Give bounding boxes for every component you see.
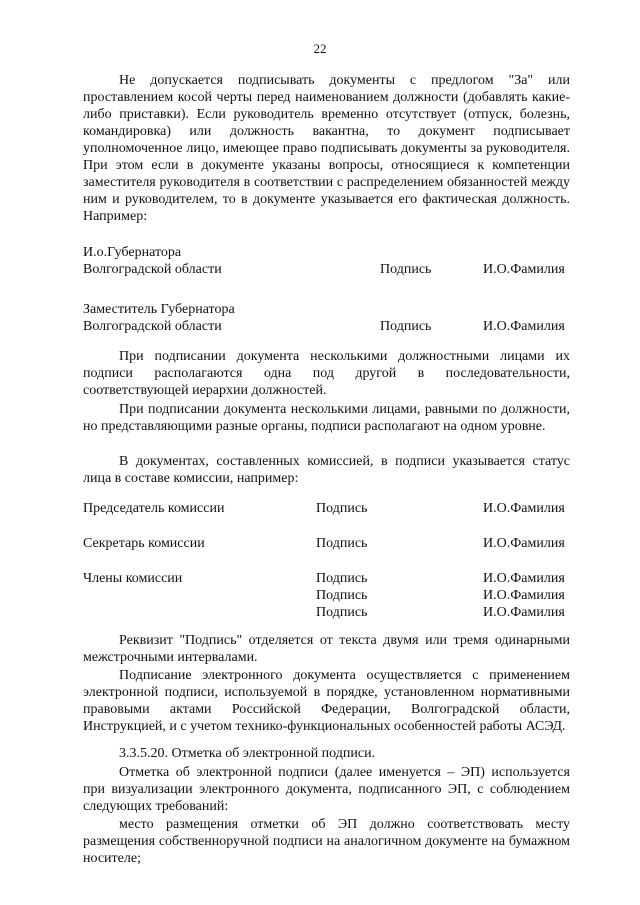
commission-role: Секретарь комиссии [83, 536, 205, 551]
paragraph-commission: В документах, составленных комиссией, в подписи указывается статус лица в составе комиссии, например: [83, 454, 570, 486]
example-2-line1: Заместитель Губернатора [83, 302, 235, 317]
paragraph-equal-level: При подписании документа несколькими лицами, равными по должности, но представляющими разные органы, подписи располагают на одном уровне. [83, 402, 570, 434]
paragraph-electronic-signing: Подписание электронного документа осуществляется с применением электронной подписи, используемой в порядке, установленном нормативными правовыми актами Российской Федерации, Волгоградской области, Инструкцией, и с учетом технико-функциональных особенностей работы АСЭД. [83, 668, 570, 734]
example-1-sign: Подпись [380, 262, 432, 277]
commission-sign: Подпись [316, 605, 368, 620]
commission-row [83, 587, 570, 604]
commission-sign: Подпись [316, 588, 368, 603]
commission-name: И.О.Фамилия [483, 588, 565, 603]
page-number: 22 [313, 41, 327, 56]
commission-row [83, 604, 570, 621]
paragraph-ep-mark: Отметка об электронной подписи (далее именуется – ЭП) используется при визуализации электронного документа, подписанного ЭП, с соблюдением следующих требований: [83, 765, 570, 814]
paragraph-ep-placement: место размещения отметки об ЭП должно соответствовать месту размещения собственноручной подписи на аналогичном документе на бумажном носителе; [83, 817, 570, 866]
example-2-name: И.О.Фамилия [483, 319, 565, 334]
commission-sign: Подпись [316, 536, 368, 551]
commission-name: И.О.Фамилия [483, 571, 565, 586]
commission-role: Председатель комиссии [83, 501, 225, 516]
example-1-line1: И.о.Губернатора [83, 245, 182, 260]
example-2-sign: Подпись [380, 319, 432, 334]
section-heading-3-3-5-20: 3.3.5.20. Отметка об электронной подписи. [119, 746, 376, 761]
commission-name: И.О.Фамилия [483, 605, 565, 620]
commission-row [83, 535, 570, 552]
paragraph-hierarchy: При подписании документа несколькими должностными лицами их подписи располагаются одна под другой в последовательности, соответствующей иерархии должностей. [83, 349, 570, 398]
example-1-line2: Волгоградской области [83, 262, 222, 277]
commission-row [83, 570, 570, 587]
example-1-signature-row [83, 261, 570, 278]
example-2-signature-row [83, 318, 570, 335]
example-2-line2: Волгоградской области [83, 319, 222, 334]
paragraph-signature-spacing: Реквизит "Подпись" отделяется от текста двумя или тремя одинарными межстрочными интервалами. [83, 633, 570, 665]
commission-name: И.О.Фамилия [483, 536, 565, 551]
example-1-name: И.О.Фамилия [483, 262, 565, 277]
commission-name: И.О.Фамилия [483, 501, 565, 516]
commission-sign: Подпись [316, 501, 368, 516]
paragraph-signing-rules: Не допускается подписывать документы с предлогом "За" или проставлением косой черты перед наименованием должности (добавлять какие-либо приставки). Если руководитель временно отсутствует (отпуск, болезнь, командировка) или должность вакантна, то документ подписывает уполномоченное лицо, имеющее право подписывать документы за руководителя. При этом если в документе указаны вопросы, относящиеся к компетенции заместителя руководителя в соответствии с распределением обязанностей между ним и руководителем, то в документе указывается его фактическая должность. Например: [83, 73, 570, 224]
commission-role: Члены комиссии [83, 571, 183, 586]
commission-row [83, 500, 570, 517]
commission-sign: Подпись [316, 571, 368, 586]
